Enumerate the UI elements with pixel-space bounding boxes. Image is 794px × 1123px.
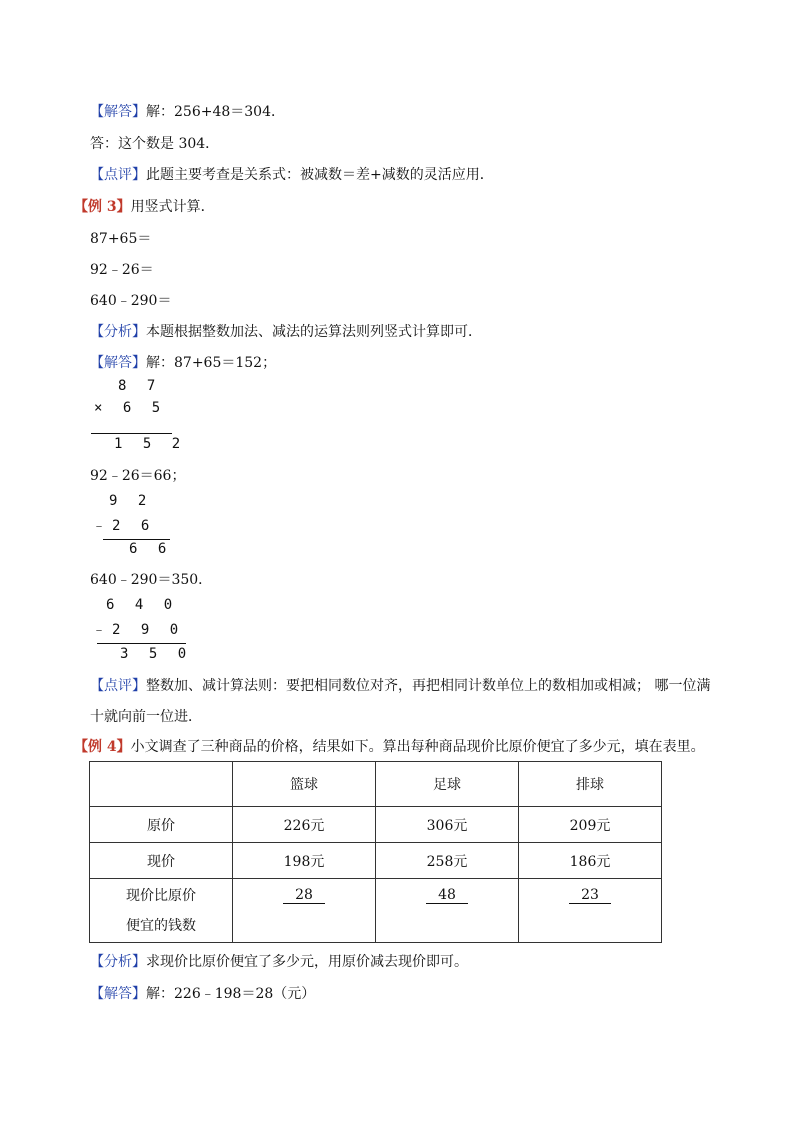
solve-line-3 [90,984,315,1004]
answer-blank: 48 [426,887,468,904]
comment-line-2b: 十就向前一位进． [90,709,202,725]
table-cell [376,879,519,943]
table-header-cell: 排球 [519,762,662,807]
answer-blank: 28 [283,887,325,904]
analysis-tag: 【分析】 [90,954,146,970]
calc-3-row-1: 6 4 0 [106,597,179,613]
analysis-line-1 [90,322,482,342]
table-cell [233,879,376,943]
analysis-text: 求现价比原价便宜了多少元，用原价减去现价即可。 [146,954,468,970]
solve-line-1 [90,102,285,122]
solve-text: 解：256+48＝304． [146,104,285,120]
analysis-tag: 【分析】 [90,324,146,340]
table-cell: 209元 [519,807,662,843]
example-4-heading [74,737,705,757]
solve-tag: 【解答】 [90,986,146,1002]
table-header-row [90,762,662,807]
solve-tag: 【解答】 [90,355,146,371]
example-3-text: 用竖式计算． [130,199,215,215]
comment-text: 整数加、减计算法则：要把相同数位对齐，再把相同计数单位上的数相加或相减； 哪一位满 [146,678,711,694]
row-label-diff-2: 便宜的钱数 [126,917,196,934]
equation-2: 92﹣26＝ [90,262,154,278]
calc-1-row-2: × 6 5 [94,400,167,416]
analysis-line-2 [90,952,468,972]
solve-text: 解：87+65＝152； [146,355,277,371]
example-3-tag: 【例 3】 [74,199,131,215]
table-cell: 198元 [233,843,376,879]
row-label-diff-1: 现价比原价 [126,887,196,904]
calc-2-row-2: ﹣2 6 [92,518,156,534]
calc-1-result: 1 5 2 [114,436,187,452]
table-header-cell: 篮球 [233,762,376,807]
solve-text: 解：226﹣198＝28（元） [146,986,316,1002]
row-label-original: 原价 [90,807,233,843]
example-4-tag: 【例 4】 [74,739,131,755]
table-header-cell: 足球 [376,762,519,807]
calc-3-row-2: ﹣2 9 0 [92,622,185,638]
comment-tag: 【点评】 [90,678,146,694]
row-label-diff [90,879,233,943]
analysis-text: 本题根据整数加法、减法的运算法则列竖式计算即可． [146,324,482,340]
equation-3: 640﹣290＝ [90,293,172,309]
comment-line-2 [90,676,710,696]
calc-3-result: 3 5 0 [120,646,193,662]
table-row [90,843,662,879]
comment-line-1 [90,165,494,185]
table-cell: 306元 [376,807,519,843]
result-line-3: 640﹣290＝350． [90,572,213,588]
result-line-2: 92﹣26＝66； [90,468,186,484]
example-4-text: 小文调查了三种商品的价格，结果如下。算出每种商品现价比原价便宜了多少元，填在表里。 [130,739,705,755]
calc-1-row-1: 8 7 [118,378,162,394]
table-cell: 186元 [519,843,662,879]
calc-3-divider [97,643,186,644]
table-cell: 226元 [233,807,376,843]
table-cell: 258元 [376,843,519,879]
calc-2-row-1: 9 2 [109,493,153,509]
price-table [89,761,662,943]
table-cell [519,879,662,943]
equation-1: 87+65＝ [90,231,152,247]
table-row [90,807,662,843]
solve-tag: 【解答】 [90,104,146,120]
table-row [90,879,662,943]
answer-line: 答：这个数是 304． [90,136,220,152]
comment-tag: 【点评】 [90,167,146,183]
comment-text: 此题主要考查是关系式：被减数＝差+减数的灵活应用． [146,167,494,183]
example-3-heading [74,197,215,217]
calc-2-divider [103,539,170,540]
table-header-cell [90,762,233,807]
solve-line-2 [90,353,276,373]
calc-2-result: 6 6 [129,541,173,557]
row-label-current: 现价 [90,843,233,879]
calc-1-divider [91,433,172,434]
answer-blank: 23 [569,887,611,904]
